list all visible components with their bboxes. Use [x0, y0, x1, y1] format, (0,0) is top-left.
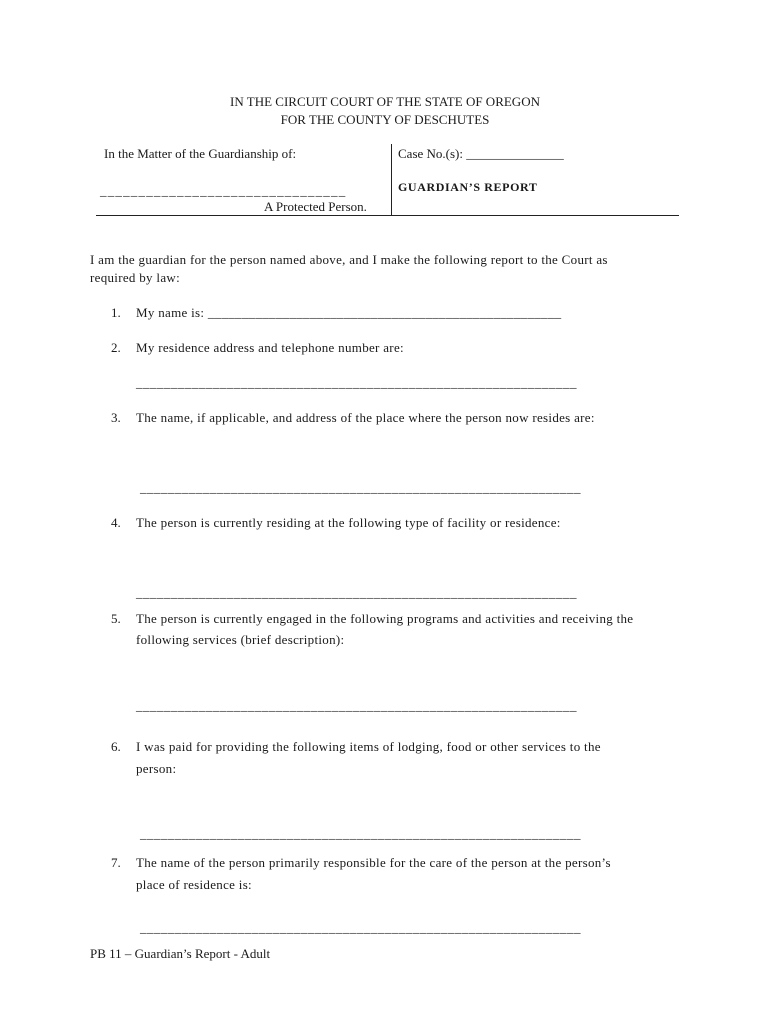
report-title: GUARDIAN’S REPORT: [398, 180, 538, 194]
item-7-number: 7.: [111, 855, 121, 870]
court-heading-line1: IN THE CIRCUIT COURT OF THE STATE OF OREGON: [230, 94, 540, 109]
protected-person-label: A Protected Person.: [264, 199, 367, 214]
item-7-text-line-1: The name of the person primarily responsible for the care of the person at the person’s: [136, 855, 611, 870]
item-2-text: My residence address and telephone number are:: [136, 340, 404, 355]
protected-person-name-blank[interactable]: ________________________________: [100, 183, 347, 198]
item-6-text-line-2: person:: [136, 761, 177, 776]
item-5-text-line-2: following services (brief description):: [136, 632, 345, 647]
caption-divider-vertical: [391, 144, 392, 215]
item-2-number: 2.: [111, 340, 121, 355]
item-2-answer-blank[interactable]: _______________________________________________________________: [136, 375, 577, 390]
item-7-text-line-2: place of residence is:: [136, 877, 252, 892]
item-4-text: The person is currently residing at the following type of facility or residence:: [136, 515, 561, 530]
form-footer: PB 11 – Guardian’s Report - Adult: [90, 946, 271, 961]
item-3-answer-blank[interactable]: _______________________________________________________________: [140, 480, 581, 495]
item-4-number: 4.: [111, 515, 121, 530]
item-7-answer-blank[interactable]: _______________________________________________________________: [140, 920, 581, 935]
intro-line-2: required by law:: [90, 270, 180, 285]
item-3-text: The name, if applicable, and address of the place where the person now resides are:: [136, 410, 595, 425]
item-4-answer-blank[interactable]: _______________________________________________________________: [136, 585, 577, 600]
item-1-number: 1.: [111, 305, 121, 320]
court-heading-line2: FOR THE COUNTY OF DESCHUTES: [280, 112, 490, 127]
matter-label: In the Matter of the Guardianship of:: [104, 146, 297, 161]
item-3-number: 3.: [111, 410, 121, 425]
intro-line-1: I am the guardian for the person named above, and I make the following report to the Court as: [90, 252, 608, 267]
item-5-text-line-1: The person is currently engaged in the following programs and activities and receiving the: [136, 611, 634, 626]
item-6-number: 6.: [111, 739, 121, 754]
caption-divider-horizontal: [96, 215, 679, 216]
item-5-number: 5.: [111, 611, 121, 626]
case-number-field[interactable]: Case No.(s): _______________: [398, 146, 564, 161]
item-5-answer-blank[interactable]: _______________________________________________________________: [136, 698, 577, 713]
item-6-answer-blank[interactable]: _______________________________________________________________: [140, 826, 581, 841]
item-6-text-line-1: I was paid for providing the following items of lodging, food or other services to the: [136, 739, 601, 754]
item-1-name-field[interactable]: My name is: ____________________________________________________: [136, 305, 562, 320]
